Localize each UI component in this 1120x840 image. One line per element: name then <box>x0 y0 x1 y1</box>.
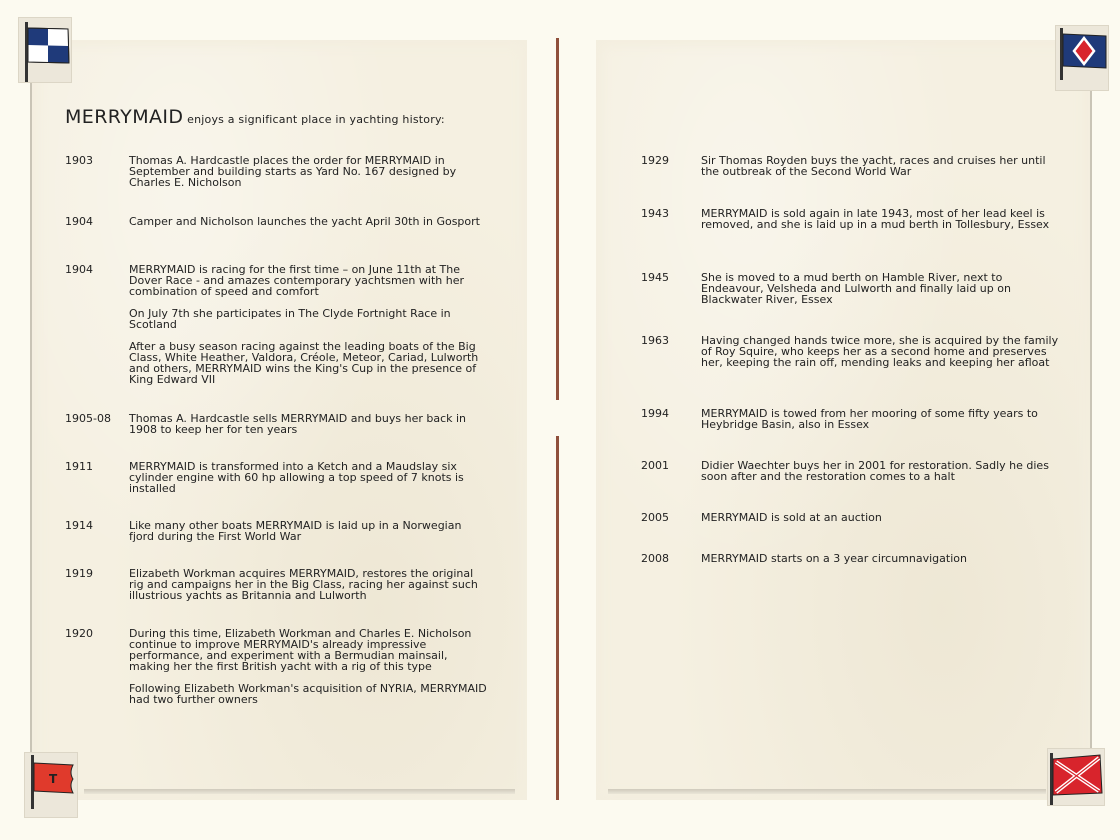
page-heading <box>65 106 445 128</box>
entry-year: 1963 <box>641 334 669 347</box>
entry-year: 1929 <box>641 154 669 167</box>
entry-year: 1919 <box>65 567 93 580</box>
entry-text: Elizabeth Workman acquires MERRYMAID, restores the original rig and campaigns her in the Big Class, racing her against such illustrious yachts as Britannia and Lulworth <box>129 567 478 602</box>
entry-year: 1914 <box>65 519 93 532</box>
entry-text: MERRYMAID is towed from her mooring of some fifty years to Heybridge Basin, also in Essex <box>701 407 1038 431</box>
entry-text: Didier Waechter buys her in 2001 for restoration. Sadly he dies soon after and the restoration comes to a halt <box>701 459 1049 483</box>
entry-year: 1905-08 <box>65 412 111 425</box>
entry-text: Sir Thomas Royden buys the yacht, races and cruises her until the outbreak of the Second World War <box>701 154 1046 178</box>
entry-text: Like many other boats MERRYMAID is laid up in a Norwegian fjord during the First World War <box>129 519 462 543</box>
heading-subtitle: enjoys a significant place in yachting history: <box>183 113 445 126</box>
entry-text: Camper and Nicholson launches the yacht April 30th in Gosport <box>129 215 480 228</box>
entry-text: Having changed hands twice more, she is acquired by the family of Roy Squire, who keeps her as a second home and preserves her, keeping the rain off, mending leaks and keeping her afloat <box>701 334 1059 369</box>
entry-text: MERRYMAID is sold at an auction <box>701 511 882 524</box>
t-pennant-letter: T <box>49 772 58 786</box>
entry-text: MERRYMAID is transformed into a Ketch and a Maudslay six cylinder engine with 60 hp allowing a top speed of 7 knots is installed <box>129 460 464 495</box>
page-spine <box>556 38 559 400</box>
entry-text: MERRYMAID is sold again in late 1943, most of her lead keel is removed, and she is laid up in a mud berth in Tollesbury, Essex <box>701 207 1050 231</box>
entry-year: 1945 <box>641 271 669 284</box>
entry-text: Following Elizabeth Workman's acquisition of NYRIA, MERRYMAID had two further owners <box>129 682 487 706</box>
diamond-flag-icon <box>1055 25 1109 91</box>
entry-text: After a busy season racing against the leading boats of the Big Class, White Heather, Valdora, Créole, Meteor, Cariad, Lulworth and others, MERRYMAID wins the King's Cup in the presence of King Edward VII <box>129 340 479 386</box>
checkered-flag-icon <box>18 17 72 83</box>
entry-year: 1943 <box>641 207 669 220</box>
entry-text: During this time, Elizabeth Workman and Charles E. Nicholson continue to improve MERRYMAID's already impressive performance, and experiment with a Bermudian mainsail, making her the first British yacht with a rig of this type <box>129 627 472 673</box>
entry-year: 1904 <box>65 215 93 228</box>
t-pennant-flag-icon <box>24 752 78 818</box>
yacht-name: MERRYMAID <box>65 106 184 128</box>
bottom-rule <box>608 789 1046 794</box>
entry-text: MERRYMAID is racing for the first time – on June 11th at The Dover Race - and amazes contemporary yachtsmen with her combination of speed and comfort <box>129 263 464 298</box>
entry-year: 1904 <box>65 263 93 276</box>
entry-text: Thomas A. Hardcastle sells MERRYMAID and buys her back in 1908 to keep her for ten years <box>129 412 467 436</box>
entry-text: On July 7th she participates in The Clyde Fortnight Race in Scotland <box>129 307 451 331</box>
entry-text: Thomas A. Hardcastle places the order for MERRYMAID in September and building starts as Yard No. 167 designed by Charles E. Nicholson <box>129 154 457 189</box>
entry-text: MERRYMAID starts on a 3 year circumnavigation <box>701 552 967 565</box>
page-spine <box>556 436 559 800</box>
saltire-flag-icon <box>1047 748 1105 806</box>
entry-year: 2005 <box>641 511 669 524</box>
entry-year: 2008 <box>641 552 669 565</box>
bottom-rule <box>84 789 515 794</box>
entry-year: 1920 <box>65 627 93 640</box>
entry-text: She is moved to a mud berth on Hamble River, next to Endeavour, Velsheda and Lulworth and finally laid up on Blackwater River, Essex <box>701 271 1011 306</box>
entry-year: 1903 <box>65 154 93 167</box>
entry-year: 1994 <box>641 407 669 420</box>
entry-year: 2001 <box>641 459 669 472</box>
entry-year: 1911 <box>65 460 93 473</box>
